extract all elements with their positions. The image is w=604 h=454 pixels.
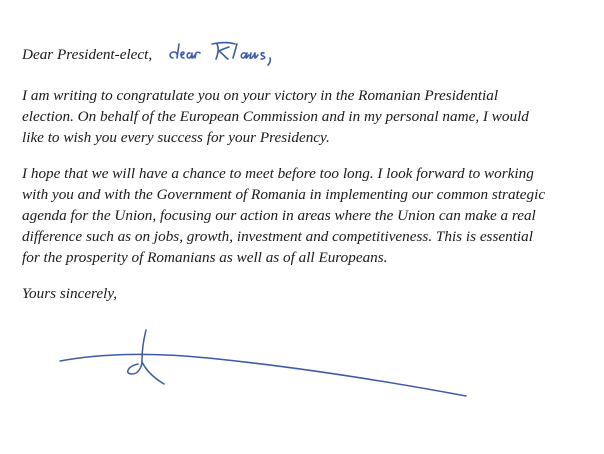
handwritten-greeting bbox=[167, 38, 307, 70]
salutation-text: Dear President-elect, bbox=[22, 46, 153, 63]
signature-mark bbox=[58, 328, 468, 400]
salutation-line bbox=[22, 44, 592, 68]
paragraph-cooperation: I hope that we will have a chance to meet before too long. I look forward to working with you and with the Government of Romania in implementing our common strategic agenda for the Union, focusing our action in areas where the Union can make a real difference such as on jobs, growth, investment and competitiveness. This is essential for the prosperity of Romanians as well as of all Europeans. bbox=[22, 165, 546, 266]
closing-line: Yours sincerely, bbox=[22, 285, 118, 302]
letter-body bbox=[22, 44, 592, 304]
paragraph-congratulations: I am writing to congratulate you on your victory in the Romanian Presidential election. On behalf of the European Commission and in my personal name, I would like to wish you every success for your Presidency. bbox=[22, 87, 529, 146]
